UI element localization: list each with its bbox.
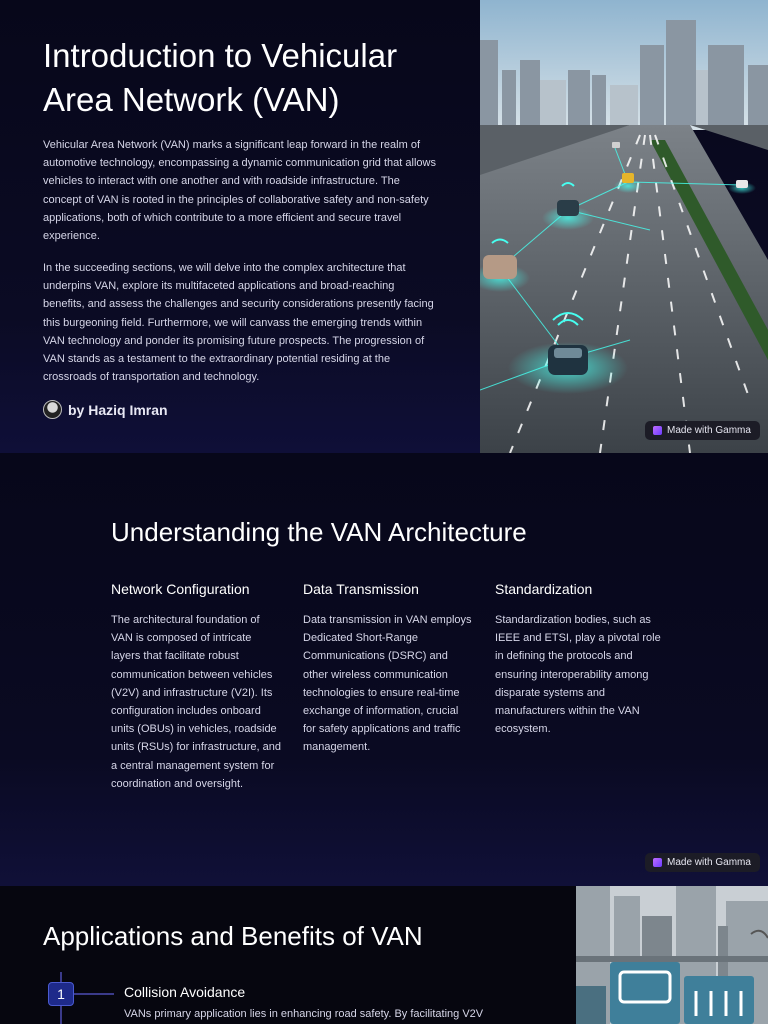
column-heading: Network Configuration <box>111 581 250 597</box>
column-network-configuration <box>111 579 281 793</box>
intro-paragraph-1: Vehicular Area Network (VAN) marks a significant leap forward in the realm of automotive technology, encompassing a dynamic communication grid that allows vehicles to interact with one another and with roadside infrastructure. The concept of VAN is rooted in the principles of collaborative safety and non-safety applications, both of which contribute to a more efficient and secure travel experience. <box>43 139 436 243</box>
slide-title: Applications and Benefits of VAN <box>43 921 423 951</box>
intro-paragraph-2: In the succeeding sections, we will delve into the complex architecture that underpins VAN, explore its multifaceted applications and broad-reaching benefits, and assess the challenges and security considerations presently facing this burgeoning field. Furthermore, we will canvass the emerging trends within VAN technology and ponder its promising future prospects. The progression of VAN stands as a testament to the extraordinary potential residing at the crossroads of transportation and technology. <box>43 262 434 384</box>
slide-introduction <box>0 0 768 453</box>
slide-title: Introduction to Vehicular Area Network (VAN) <box>43 37 398 118</box>
column-text: The architectural foundation of VAN is composed of intricate layers that facilitate robust communication between vehicles (V2V) and infrastructure (V2I). Its configuration includes onboard units (OBUs) in vehicles, roadside units (RSUs) for infrastructure, and a central management system for coordination and oversight. <box>111 614 281 790</box>
slide-title: Understanding the VAN Architecture <box>111 517 527 547</box>
made-with-gamma-badge[interactable] <box>645 421 760 440</box>
column-heading: Standardization <box>495 581 593 597</box>
slide-applications <box>0 886 768 1024</box>
connected-cars-image <box>480 0 768 453</box>
made-with-gamma-badge[interactable] <box>645 853 760 872</box>
step-description: VANs primary application lies in enhancing road safety. By facilitating V2V <box>124 1008 484 1020</box>
slide-architecture <box>0 453 768 886</box>
step-title: Collision Avoidance <box>124 984 246 1000</box>
gamma-logo-icon <box>653 426 662 435</box>
step-number-badge: 1 <box>48 982 74 1006</box>
timeline-connector <box>74 993 114 995</box>
badge-label: Made with Gamma <box>667 857 751 868</box>
author-avatar <box>43 400 62 419</box>
column-text: Standardization bodies, such as IEEE and ETSI, play a pivotal role in defining the protocols and ensuring interoperability among disparate systems and manufacturers within the VAN ecosystem. <box>495 614 661 736</box>
author-line <box>43 400 168 419</box>
author-name: by Haziq Imran <box>68 401 168 418</box>
column-data-transmission <box>303 579 473 757</box>
badge-label: Made with Gamma <box>667 425 751 436</box>
column-heading: Data Transmission <box>303 581 419 597</box>
column-standardization <box>495 579 665 738</box>
gamma-logo-icon <box>653 858 662 867</box>
column-text: Data transmission in VAN employs Dedicated Short-Range Communications (DSRC) and other wireless communication technologies to ensure real-time exchange of information, crucial for safety applications and traffic management. <box>303 614 472 754</box>
city-road-signs-image <box>576 886 768 1024</box>
